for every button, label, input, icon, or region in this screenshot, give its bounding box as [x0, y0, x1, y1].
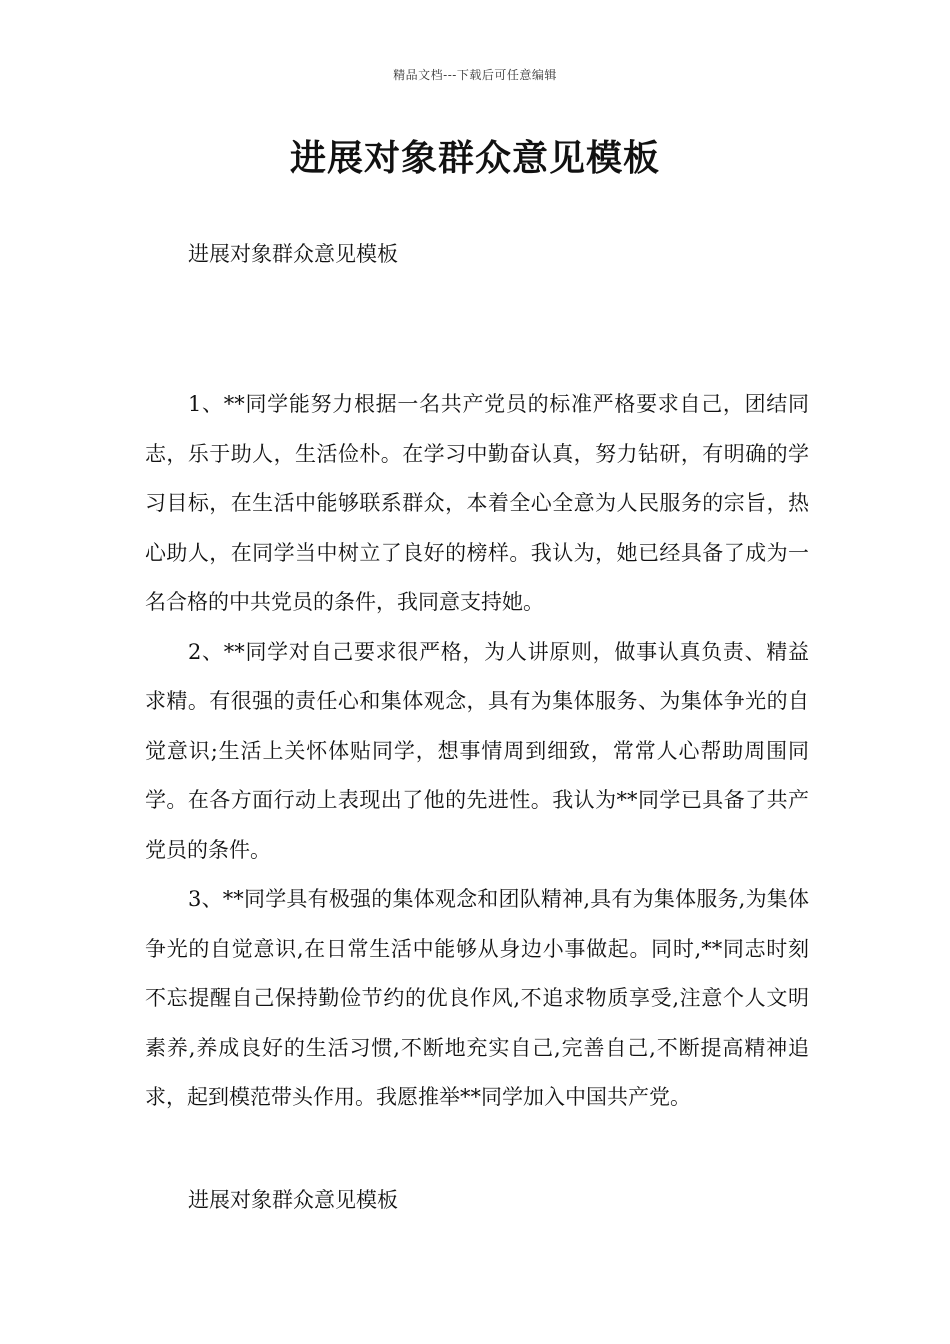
paragraph-2: 2、**同学对自己要求很严格，为人讲原则，做事认真负责、精益求精。有很强的责任心和集体观念，具有为集体服务、为集体争光的自觉意识;生活上关怀体贴同学，想事情周到细致，常常人心帮助周围同学。在各方面行动上表现出了他的先进性。我认为**同学已具备了共产党员的条件。: [145, 639, 809, 862]
subtitle-bottom: 进展对象群众意见模板: [188, 1188, 398, 1212]
header-note: 精品文档---下载后可任意编辑: [393, 68, 557, 82]
document-title: 进展对象群众意见模板: [289, 137, 660, 179]
subtitle-top: 进展对象群众意见模板: [188, 242, 398, 266]
paragraph-1: 1、**同学能努力根据一名共产党员的标准严格要求自己，团结同志，乐于助人，生活俭朴。在学习中勤奋认真，努力钻研，有明确的学习目标，在生活中能够联系群众，本着全心全意为人民服务的宗旨，热心助人，在同学当中树立了良好的榜样。我认为，她已经具备了成为一名合格的中共党员的条件，我同意支持她。: [145, 392, 809, 614]
paragraph-3: 3、**同学具有极强的集体观念和团队精神,具有为集体服务,为集体争光的自觉意识,在日常生活中能够从身边小事做起。同时,**同志时刻不忘提醒自己保持勤俭节约的优良作风,不追求物质享受,注意个人文明素养,养成良好的生活习惯,不断地充实自己,完善自己,不断提高精神追求，起到模范带头作用。我愿推举**同学加入中国共产党。: [145, 887, 809, 1109]
body-text: [145, 380, 809, 1123]
